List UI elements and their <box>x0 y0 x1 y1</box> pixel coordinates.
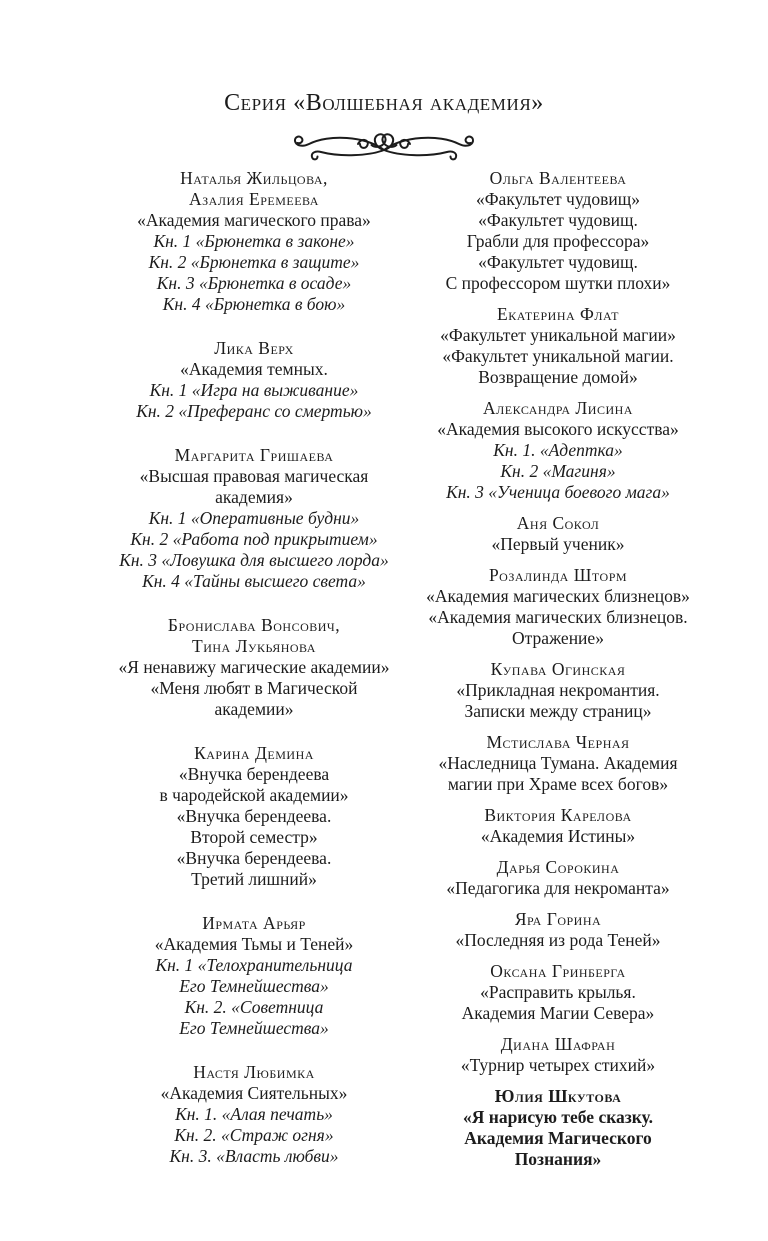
book-title-line: Его Темнейшества» <box>179 1018 329 1038</box>
book-title-line: «Внучка берендеева <box>178 764 330 784</box>
author-name: Маргарита Гришаева <box>174 445 334 465</box>
book-title-line: «Меня любят в Магической <box>150 678 358 698</box>
book-title-line: Отражение» <box>512 628 604 648</box>
author-name: Дарья Сорокина <box>496 857 620 877</box>
book-title-line: в чародейской академии» <box>159 785 349 805</box>
book-title-line: академия» <box>215 487 293 507</box>
column-right <box>402 168 714 1190</box>
book-title-line: Академия Магии Севера» <box>461 1003 655 1023</box>
book-title-line: Записки между страниц» <box>464 701 652 721</box>
book-title-line: Академия Магического <box>464 1128 652 1148</box>
book-title-line: «Факультет чудовищ. <box>478 210 638 230</box>
author-block <box>402 1086 714 1170</box>
column-left <box>106 168 402 1190</box>
book-title-line: магии при Храме всех богов» <box>447 774 669 794</box>
book-title-line: Кн. 4 «Брюнетка в бою» <box>162 294 346 314</box>
author-block <box>106 743 402 890</box>
book-title-line: Кн. 3 «Ловушка для высшего лорда» <box>119 550 389 570</box>
book-title-line: Кн. 2 «Магиня» <box>500 461 616 481</box>
author-block <box>402 398 714 503</box>
book-title-line: «Я нарисую тебе сказку. <box>462 1107 654 1127</box>
author-name: Купава Огинская <box>490 659 626 679</box>
author-name: Екатерина Флат <box>497 304 619 324</box>
book-title-line: «Турнир четырех стихий» <box>460 1055 656 1075</box>
flourish-ornament-icon <box>0 128 768 166</box>
book-title-line: Кн. 2 «Работа под прикрытием» <box>130 529 378 549</box>
book-title-line: Кн. 2 «Преферанс со смертью» <box>136 401 372 421</box>
author-name: Ольга Валентеева <box>489 168 627 188</box>
book-title-line: «Педагогика для некроманта» <box>446 878 670 898</box>
author-name: Карина Демина <box>194 743 314 763</box>
author-block <box>106 445 402 592</box>
series-title: Серия «Волшебная академия» <box>224 90 544 116</box>
author-name: Аня Сокол <box>516 513 600 533</box>
book-title-line: Кн. 1 «Игра на выживание» <box>149 380 359 400</box>
author-block <box>402 857 714 899</box>
book-title-line: «Академия Истины» <box>480 826 636 846</box>
book-title-line: «Прикладная некромантия. <box>456 680 660 700</box>
author-block <box>402 565 714 649</box>
author-name: Лика Верх <box>214 338 294 358</box>
book-title-line: Познания» <box>514 1149 602 1169</box>
author-name: Ирмата Арьяр <box>202 913 306 933</box>
book-title-line: «Расправить крылья. <box>480 982 636 1002</box>
author-name: Настя Любимка <box>193 1062 315 1082</box>
author-block <box>402 304 714 388</box>
book-title-line: «Первый ученик» <box>491 534 625 554</box>
author-name: Наталья Жильцова, <box>180 168 328 188</box>
author-name: Диана Шафран <box>500 1034 616 1054</box>
book-title-line: «Наследница Тумана. Академия <box>438 753 678 773</box>
author-name: Розалинда Шторм <box>488 565 628 585</box>
book-title-line: Кн. 1. «Адептка» <box>493 440 623 460</box>
book-title-line: С профессором шутки плохи» <box>445 273 671 293</box>
author-name: Мстислава Черная <box>486 732 630 752</box>
book-title-line: «Академия магического права» <box>137 210 371 230</box>
author-name: Юлия Шкутова <box>494 1086 622 1106</box>
book-title-line: «Факультет уникальной магии. <box>442 346 674 366</box>
author-name: Александра Лисина <box>483 398 633 418</box>
author-block <box>402 961 714 1024</box>
author-block <box>402 909 714 951</box>
book-title-line: Кн. 2. «Страж огня» <box>174 1125 334 1145</box>
book-title-line: «Академия Тьмы и Теней» <box>154 934 354 954</box>
book-title-line: Кн. 3 «Ученица боевого мага» <box>446 482 670 502</box>
book-title-line: Кн. 4 «Тайны высшего света» <box>142 571 366 591</box>
book-title-line: «Академия высокого искусства» <box>437 419 679 439</box>
book-title-line: Кн. 1 «Телохранительница <box>155 955 353 975</box>
author-block <box>402 513 714 555</box>
book-title-line: «Академия Сиятельных» <box>160 1083 348 1103</box>
book-title-line: Кн. 2 «Брюнетка в защите» <box>148 252 360 272</box>
book-title-line: Кн. 1 «Брюнетка в законе» <box>153 231 355 251</box>
author-block <box>106 168 402 315</box>
author-block <box>106 338 402 422</box>
book-title-line: «Факультет уникальной магии» <box>440 325 676 345</box>
book-title-line: Его Темнейшества» <box>179 976 329 996</box>
book-title-line: «Внучка берендеева. <box>176 806 332 826</box>
author-name: Оксана Гринберга <box>490 961 626 981</box>
author-name: Бронислава Вонсович, <box>167 615 341 635</box>
book-title-line: академии» <box>214 699 294 719</box>
author-block <box>106 913 402 1039</box>
book-title-line: «Внучка берендеева. <box>176 848 332 868</box>
book-title-line: «Академия магических близнецов» <box>426 586 690 606</box>
author-block <box>402 805 714 847</box>
book-title-line: «Факультет чудовищ» <box>475 189 641 209</box>
book-title-line: Возвращение домой» <box>478 367 638 387</box>
book-title-line: Кн. 3 «Брюнетка в осаде» <box>156 273 352 293</box>
book-title-line: «Высшая правовая магическая <box>139 466 369 486</box>
author-block <box>402 732 714 795</box>
book-title-line: Кн. 2. «Советница <box>184 997 324 1017</box>
book-title-line: «Академия темных. <box>180 359 328 379</box>
book-title-line: «Последняя из рода Теней» <box>455 930 661 950</box>
author-block <box>402 168 714 294</box>
author-name: Азалия Еремеева <box>189 189 319 209</box>
series-book-list <box>0 168 768 1190</box>
book-title-line: «Академия магических близнецов. <box>428 607 688 627</box>
author-name: Яра Горина <box>514 909 602 929</box>
book-title-line: Кн. 3. «Власть любви» <box>169 1146 339 1166</box>
book-title-line: «Факультет чудовищ. <box>478 252 638 272</box>
author-block <box>402 659 714 722</box>
book-title-line: Кн. 1 «Оперативные будни» <box>148 508 360 528</box>
book-title-line: Грабли для профессора» <box>466 231 650 251</box>
author-block <box>402 1034 714 1076</box>
author-block <box>106 615 402 720</box>
book-title-line: Третий лишний» <box>191 869 317 889</box>
author-block <box>106 1062 402 1167</box>
book-title-line: Второй семестр» <box>190 827 318 847</box>
book-title-line: Кн. 1. «Алая печать» <box>175 1104 333 1124</box>
book-title-line: «Я ненавижу магические академии» <box>118 657 390 677</box>
author-name: Тина Лукьянова <box>192 636 316 656</box>
author-name: Виктория Карелова <box>484 805 632 825</box>
